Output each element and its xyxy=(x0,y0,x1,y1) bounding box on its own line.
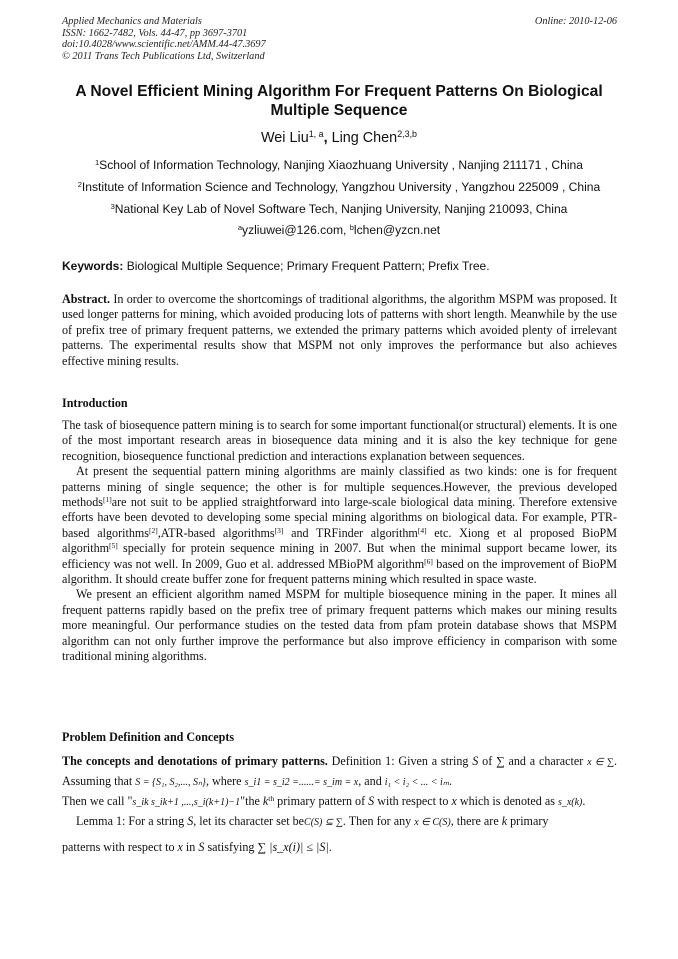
keywords xyxy=(62,259,617,273)
introduction-body xyxy=(62,418,617,665)
affiliation-3-mark: 3 xyxy=(110,201,115,211)
intro-paragraph-3: We present an efficient algorithm named MSPM for multiple biosequence mining in the paper. It mines all frequent patterns rapidly based on the prefix tree of primary frequent patterns which makes our mining results more meaningful. Our performance studies on the tested data from pfam protein database shows that MSPM algorithm can not only further improve the performance but also improve efficiency in comparison with some traditional mining algorithms. xyxy=(62,587,617,664)
sum-expr: ∑ |s_x(i)| ≤ |S| xyxy=(257,840,329,854)
affiliation-1-mark: 1 xyxy=(95,157,100,167)
ineq-expr: i₁ < i₂ < ... < iₘ xyxy=(384,777,450,788)
paper-title xyxy=(55,82,623,120)
abstract-label: Abstract. xyxy=(62,292,111,306)
title-line-1: A Novel Efficient Mining Algorithm For Frequent Patterns On Biological xyxy=(75,83,603,100)
affiliation-3 xyxy=(40,202,638,216)
xcs-expr: x ∈ C(S) xyxy=(414,817,451,828)
introduction-heading: Introduction xyxy=(62,396,128,410)
affiliation-2 xyxy=(40,180,638,194)
author-2: Ling Chen xyxy=(331,130,398,146)
author-emails xyxy=(40,223,638,237)
journal-header xyxy=(62,16,617,62)
x-in-sigma: x ∈ ∑ xyxy=(587,757,614,768)
cs-expr: C(S) ⊆ ∑ xyxy=(304,817,343,828)
affiliation-2-mark: 2 xyxy=(77,179,82,189)
author-list xyxy=(55,129,623,147)
lemma-1-cont: patterns with respect to x in S satisfying ∑ |s_x(i)| ≤ |S|. xyxy=(62,840,332,854)
author-1-affil: 1, a xyxy=(308,129,324,140)
author-sep: , xyxy=(323,130,332,146)
email-b: lchen@yzcn.net xyxy=(353,223,441,237)
concepts-lead: The concepts and denotations of primary patterns. xyxy=(62,754,328,768)
abstract-text: In order to overcome the shortcomings of traditional algorithms, the algorithm MSPM was proposed. It used longer patterns for mining, which avoided producing lots of patterns with short length. Meanwhile by the use of prefix tree of primary frequent patterns, we extended the primary patterns which avoided plenty of irrelevant patterns. The experimental results show that MSPM not only improves the performance but also achieves effective mining results. xyxy=(62,292,617,368)
affiliation-1-text: School of Information Technology, Nanjing Xiaozhuang University , Nanjing 211171 , China xyxy=(99,158,583,172)
email-a-mark: a xyxy=(237,222,243,232)
intro-paragraph-1: The task of biosequence pattern mining is to search for some important functional(or structural) elements. It is one of the most important research areas in biosequence data mining and it is also the key technique for gene recognition, biosequence functional prediction and interactions explanation between sequences. xyxy=(62,418,617,463)
copyright-line: © 2011 Trans Tech Publications Ltd, Switzerland xyxy=(62,50,265,62)
definition-1: The concepts and denotations of primary patterns. Definition 1: Given a string S of ∑ and a character x ∈ ∑. Assuming that S = {S₁, S₂,..., Sₙ}, where s_i1 = s_i2 =......= s_im = x, and i₁ < i₂ < ... < iₘ. Then we call "s_ik s_ik+1 ,...,s_i(k+1)−1"the $k^{th}$ primary pattern of S with respect to x which is denoted as s_x(k). xyxy=(62,754,617,808)
problem-heading: Problem Definition and Concepts xyxy=(62,730,235,744)
author-2-affil: 2,3,b xyxy=(397,129,417,140)
affiliation-3-text: National Key Lab of Novel Software Tech, Nanjing University, Nanjing 210093, China xyxy=(114,202,568,216)
eq-expr: s_i1 = s_i2 =......= s_im = x xyxy=(244,777,359,788)
pattern-expr: s_ik s_ik+1 ,...,s_i(k+1)−1 xyxy=(132,797,241,808)
affiliation-1 xyxy=(40,158,638,172)
intro-paragraph-2: At present the sequential pattern mining algorithms are mainly classified as two kinds: one is for frequent patterns mining of single sequence; the other is for multiple sequences.However, the previous developed methods[1]are not suit to be applied straightforward into large-scale biological data mining. Therefore extensive efforts have been devoted to developing some special mining algorithms on biological data. For example, PTR-based algorithms[2],ATR-based algorithms[3] and TRFinder algorithm[4] etc. Xiong et al proposed BioPM algorithm[5] specially for protein sequence mining in 2007. But when the minimal support became lower, its efficiency was not well. In 2009, Guo et al. addressed MBioPM algorithm[6] based on the improvement of BioPM algorithm. It should create buffer zone for frequent patterns mining which resulted in space waste. xyxy=(62,464,617,587)
doi-line: doi:10.4028/www.scientific.net/AMM.44-47.3697 xyxy=(62,39,266,51)
problem-body xyxy=(62,752,617,856)
online-date: Online: 2010-12-06 xyxy=(534,16,617,27)
title-line-2: Multiple Sequence xyxy=(270,102,408,119)
email-b-mark: b xyxy=(349,222,354,232)
lemma-1: Lemma 1: For a string S, let its character set beC(S) ⊆ ∑. Then for any x ∈ C(S), there are k primary xyxy=(76,814,549,828)
sx-expr: s_x(k) xyxy=(557,797,583,808)
email-a: yzliuwei@126.com, xyxy=(242,223,350,237)
author-1: Wei Liu xyxy=(260,130,309,146)
journal-name: Applied Mechanics and Materials xyxy=(62,16,202,27)
issn-line: ISSN: 1662-7482, Vols. 44-47, pp 3697-3701 xyxy=(62,27,248,39)
keywords-label: Keywords: xyxy=(62,259,124,273)
affiliation-2-text: Institute of Information Science and Technology, Yangzhou University , Yangzhou 225009 , China xyxy=(81,180,601,194)
set-expr: S = {S₁, S₂,..., Sₙ} xyxy=(135,777,206,788)
abstract xyxy=(62,292,617,369)
keywords-text: Biological Multiple Sequence; Primary Frequent Pattern; Prefix Tree. xyxy=(123,259,490,273)
